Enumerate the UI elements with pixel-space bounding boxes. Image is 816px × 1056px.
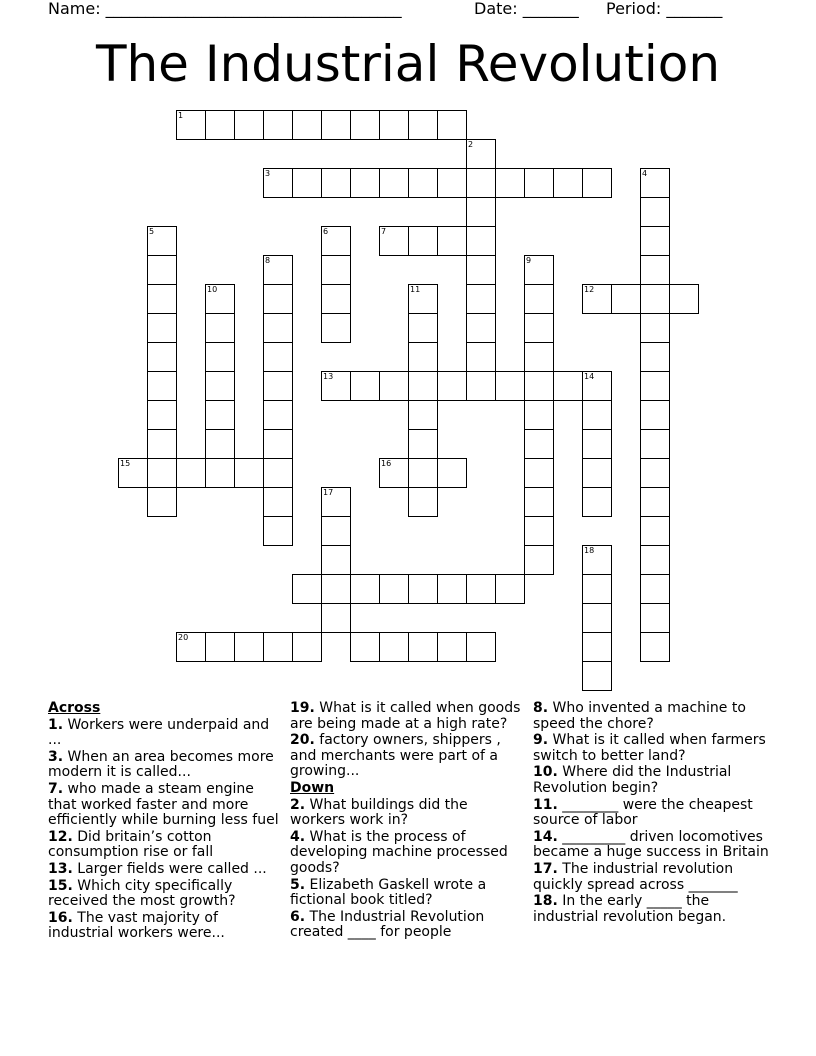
grid-cell[interactable] — [321, 603, 351, 633]
grid-cell[interactable] — [582, 284, 612, 314]
grid-cell[interactable] — [234, 632, 264, 662]
grid-cell[interactable] — [263, 284, 293, 314]
grid-cell[interactable] — [437, 574, 467, 604]
grid-cell[interactable] — [205, 632, 235, 662]
down-clue — [533, 733, 773, 764]
grid-cell[interactable] — [524, 458, 554, 488]
across-clue — [48, 830, 286, 861]
clue-number: 5 — [149, 227, 155, 236]
clue-number: 17 — [323, 488, 334, 497]
grid-cell[interactable] — [321, 226, 351, 256]
grid-cell[interactable] — [437, 110, 467, 140]
clue-text: Which city specifically received the most growth? — [48, 877, 236, 910]
grid-cell[interactable] — [437, 632, 467, 662]
down-clue — [290, 830, 526, 877]
grid-cell[interactable] — [350, 110, 380, 140]
grid-cell[interactable] — [234, 458, 264, 488]
clue-number: 3 — [265, 169, 271, 178]
grid-cell[interactable] — [524, 545, 554, 575]
grid-cell[interactable] — [408, 400, 438, 430]
grid-cell[interactable] — [466, 226, 496, 256]
grid-cell[interactable] — [466, 632, 496, 662]
grid-cell[interactable] — [582, 545, 612, 575]
clue-number-label: 11. — [533, 796, 558, 813]
grid-cell[interactable] — [524, 168, 554, 198]
grid-cell[interactable] — [640, 632, 670, 662]
grid-cell[interactable] — [640, 168, 670, 198]
grid-cell[interactable] — [466, 139, 496, 169]
clue-column-1 — [48, 701, 286, 943]
grid-cell[interactable] — [205, 458, 235, 488]
grid-cell[interactable] — [263, 168, 293, 198]
grid-cell[interactable] — [408, 313, 438, 343]
grid-cell[interactable] — [321, 545, 351, 575]
grid-cell[interactable] — [379, 110, 409, 140]
grid-cell[interactable] — [437, 371, 467, 401]
clue-number: 6 — [323, 227, 329, 236]
across-clue — [48, 879, 286, 910]
across-clue — [290, 701, 526, 732]
grid-cell[interactable] — [263, 110, 293, 140]
clue-number: 11 — [410, 285, 421, 294]
grid-cell[interactable] — [437, 168, 467, 198]
clue-number: 1 — [178, 111, 184, 120]
grid-cell[interactable] — [553, 371, 583, 401]
grid-cell[interactable] — [640, 458, 670, 488]
grid-cell[interactable] — [176, 458, 206, 488]
clue-number-label: 12. — [48, 828, 73, 845]
grid-cell[interactable] — [466, 197, 496, 227]
grid-cell[interactable] — [147, 226, 177, 256]
grid-cell[interactable] — [379, 168, 409, 198]
clue-number-label: 3. — [48, 748, 64, 765]
clue-column-2 — [290, 701, 526, 942]
grid-cell[interactable] — [640, 400, 670, 430]
clue-number: 15 — [120, 459, 131, 468]
grid-cell[interactable] — [147, 284, 177, 314]
clue-number: 7 — [381, 227, 387, 236]
clue-number-label: 10. — [533, 764, 558, 781]
clue-text: When an area becomes more modern it is called... — [48, 748, 274, 781]
grid-cell[interactable] — [640, 255, 670, 285]
grid-cell[interactable] — [292, 110, 322, 140]
clue-number-label: 20. — [290, 732, 315, 749]
grid-cell[interactable] — [640, 342, 670, 372]
grid-cell[interactable] — [524, 400, 554, 430]
grid-cell[interactable] — [524, 342, 554, 372]
clue-text: What is it called when goods are being made at a high rate? — [290, 700, 521, 732]
clue-text: Elizabeth Gaskell wrote a fictional book titled? — [290, 876, 487, 909]
clue-number-label: 2. — [290, 796, 306, 813]
grid-cell[interactable] — [408, 487, 438, 517]
grid-cell[interactable] — [640, 574, 670, 604]
grid-cell[interactable] — [524, 255, 554, 285]
clue-text: Workers were underpaid and ... — [48, 716, 270, 749]
down-clue — [533, 701, 773, 732]
name-field[interactable]: Name: _____________________________________ — [48, 0, 402, 18]
clue-number-label: 7. — [48, 780, 64, 797]
down-clue — [290, 798, 526, 829]
grid-cell[interactable] — [408, 226, 438, 256]
grid-cell[interactable] — [524, 487, 554, 517]
clue-text: Did britain’s cotton consumption rise or fall — [48, 828, 214, 861]
grid-cell[interactable] — [292, 574, 322, 604]
grid-cell[interactable] — [205, 313, 235, 343]
clue-number-label: 19. — [290, 700, 315, 716]
clue-number: 16 — [381, 459, 392, 468]
grid-cell[interactable] — [495, 574, 525, 604]
clue-number: 13 — [323, 372, 334, 381]
clue-text: The industrial revolution quickly spread across _______ — [533, 860, 738, 893]
grid-cell[interactable] — [147, 313, 177, 343]
clue-number: 8 — [265, 256, 271, 265]
grid-cell[interactable] — [321, 574, 351, 604]
grid-cell[interactable] — [437, 226, 467, 256]
across-heading: Across — [48, 700, 101, 716]
grid-cell[interactable] — [176, 632, 206, 662]
down-clue — [533, 765, 773, 796]
grid-cell[interactable] — [466, 255, 496, 285]
grid-cell[interactable] — [147, 400, 177, 430]
grid-cell[interactable] — [640, 197, 670, 227]
grid-cell[interactable] — [408, 342, 438, 372]
clue-text: In the early _____ the industrial revolution began. — [533, 893, 727, 925]
clue-number: 10 — [207, 285, 218, 294]
grid-cell[interactable] — [379, 371, 409, 401]
across-clue — [48, 718, 286, 749]
grid-cell[interactable] — [524, 371, 554, 401]
grid-cell[interactable] — [321, 371, 351, 401]
grid-cell[interactable] — [582, 458, 612, 488]
grid-cell[interactable] — [640, 284, 670, 314]
page-title: The Industrial Revolution — [95, 35, 721, 93]
clue-text: What is the process of developing machine processed goods? — [290, 828, 508, 876]
grid-cell[interactable] — [582, 371, 612, 401]
grid-cell[interactable] — [640, 516, 670, 546]
clue-number-label: 1. — [48, 716, 64, 733]
period-field[interactable]: Period: _______ — [606, 0, 723, 18]
clue-number-label: 18. — [533, 893, 558, 910]
clue-text: who made a steam engine that worked faster and more efficiently while burning less fuel — [48, 780, 279, 829]
grid-cell[interactable] — [321, 255, 351, 285]
grid-cell[interactable] — [524, 429, 554, 459]
down-clue — [533, 894, 773, 925]
grid-cell[interactable] — [466, 574, 496, 604]
grid-cell[interactable] — [350, 574, 380, 604]
grid-cell[interactable] — [640, 487, 670, 517]
down-clue — [290, 910, 526, 941]
grid-cell[interactable] — [205, 342, 235, 372]
clue-number-label: 6. — [290, 908, 306, 925]
grid-cell[interactable] — [176, 110, 206, 140]
grid-cell[interactable] — [205, 400, 235, 430]
grid-cell[interactable] — [582, 487, 612, 517]
clue-column-3 — [533, 701, 773, 926]
clue-number-label: 9. — [533, 732, 549, 749]
grid-cell[interactable] — [408, 371, 438, 401]
clue-number-label: 16. — [48, 909, 73, 926]
clue-number-label: 5. — [290, 876, 306, 893]
clue-number: 14 — [584, 372, 595, 381]
grid-cell[interactable] — [495, 168, 525, 198]
grid-cell[interactable] — [582, 429, 612, 459]
grid-cell[interactable] — [147, 371, 177, 401]
grid-cell[interactable] — [582, 574, 612, 604]
clue-number-label: 13. — [48, 860, 73, 877]
grid-cell[interactable] — [582, 168, 612, 198]
grid-cell[interactable] — [350, 371, 380, 401]
grid-cell[interactable] — [205, 110, 235, 140]
grid-cell[interactable] — [263, 516, 293, 546]
grid-cell[interactable] — [292, 632, 322, 662]
grid-cell[interactable] — [640, 603, 670, 633]
grid-cell[interactable] — [263, 632, 293, 662]
grid-cell[interactable] — [263, 429, 293, 459]
grid-cell[interactable] — [466, 371, 496, 401]
across-clue — [290, 733, 526, 780]
grid-cell[interactable] — [321, 313, 351, 343]
grid-cell[interactable] — [582, 632, 612, 662]
clue-text: Larger fields were called ... — [72, 860, 267, 877]
grid-cell[interactable] — [147, 255, 177, 285]
grid-cell[interactable] — [495, 371, 525, 401]
clue-number-label: 8. — [533, 700, 549, 716]
grid-cell[interactable] — [379, 458, 409, 488]
grid-cell[interactable] — [408, 284, 438, 314]
grid-cell[interactable] — [524, 313, 554, 343]
down-clue — [290, 878, 526, 909]
grid-cell[interactable] — [466, 168, 496, 198]
grid-cell[interactable] — [205, 429, 235, 459]
grid-cell[interactable] — [408, 574, 438, 604]
down-clue — [533, 798, 773, 829]
clue-number: 12 — [584, 285, 595, 294]
grid-cell[interactable] — [118, 458, 148, 488]
clue-number-label: 17. — [533, 860, 558, 877]
clue-number: 4 — [642, 169, 648, 178]
grid-cell[interactable] — [408, 168, 438, 198]
grid-cell[interactable] — [611, 284, 641, 314]
clue-text: ________ were the cheapest source of labor — [533, 796, 753, 829]
clue-number: 9 — [526, 256, 532, 265]
grid-cell[interactable] — [263, 371, 293, 401]
date-field[interactable]: Date: _______ — [474, 0, 579, 18]
grid-cell[interactable] — [350, 632, 380, 662]
clue-number-label: 4. — [290, 828, 306, 845]
clue-text: factory owners, shippers , and merchants were part of a growing... — [290, 732, 501, 780]
grid-cell[interactable] — [553, 168, 583, 198]
clue-text: _________ driven locomotives became a huge success in Britain — [533, 828, 769, 861]
grid-cell[interactable] — [292, 168, 322, 198]
clue-number: 2 — [468, 140, 474, 149]
grid-cell[interactable] — [350, 168, 380, 198]
clue-text: What is it called when farmers switch to better land? — [533, 732, 766, 764]
grid-cell[interactable] — [321, 284, 351, 314]
grid-cell[interactable] — [466, 313, 496, 343]
grid-cell[interactable] — [263, 313, 293, 343]
grid-cell[interactable] — [379, 632, 409, 662]
grid-cell[interactable] — [640, 429, 670, 459]
grid-cell[interactable] — [582, 400, 612, 430]
grid-cell[interactable] — [669, 284, 699, 314]
grid-cell[interactable] — [437, 458, 467, 488]
grid-cell[interactable] — [524, 284, 554, 314]
grid-cell[interactable] — [582, 661, 612, 691]
grid-cell[interactable] — [263, 255, 293, 285]
clue-number-label: 14. — [533, 828, 558, 845]
grid-cell[interactable] — [147, 487, 177, 517]
grid-cell[interactable] — [408, 110, 438, 140]
clue-text: Where did the Industrial Revolution begin? — [533, 764, 732, 796]
grid-cell[interactable] — [263, 458, 293, 488]
grid-cell[interactable] — [640, 545, 670, 575]
grid-cell[interactable] — [205, 284, 235, 314]
grid-cell[interactable] — [263, 487, 293, 517]
grid-cell[interactable] — [379, 226, 409, 256]
across-clue — [48, 862, 286, 878]
clue-text: The vast majority of industrial workers were... — [48, 909, 225, 942]
grid-cell[interactable] — [466, 342, 496, 372]
grid-cell[interactable] — [205, 371, 235, 401]
grid-cell[interactable] — [321, 487, 351, 517]
clue-number: 20 — [178, 633, 189, 642]
grid-cell[interactable] — [640, 371, 670, 401]
down-heading: Down — [290, 779, 335, 796]
across-clue — [48, 911, 286, 942]
grid-cell[interactable] — [321, 168, 351, 198]
clue-text: The Industrial Revolution created ____ for people — [290, 908, 485, 941]
clue-text: What buildings did the workers work in? — [290, 796, 468, 829]
grid-cell[interactable] — [147, 458, 177, 488]
grid-cell[interactable] — [524, 516, 554, 546]
grid-cell[interactable] — [379, 574, 409, 604]
grid-cell[interactable] — [147, 429, 177, 459]
grid-cell[interactable] — [234, 110, 264, 140]
grid-cell[interactable] — [640, 313, 670, 343]
clue-text: Who invented a machine to speed the chore? — [533, 700, 746, 732]
grid-cell[interactable] — [263, 400, 293, 430]
grid-cell[interactable] — [321, 110, 351, 140]
grid-cell[interactable] — [582, 603, 612, 633]
grid-cell[interactable] — [321, 516, 351, 546]
down-clue — [533, 830, 773, 861]
grid-cell[interactable] — [408, 429, 438, 459]
across-clue — [48, 750, 286, 781]
down-clue — [533, 862, 773, 893]
clue-number: 18 — [584, 546, 595, 555]
grid-cell[interactable] — [147, 342, 177, 372]
grid-cell[interactable] — [640, 226, 670, 256]
clue-number-label: 15. — [48, 877, 73, 894]
across-clue — [48, 782, 286, 829]
grid-cell[interactable] — [263, 342, 293, 372]
header-line — [48, 0, 768, 20]
grid-cell[interactable] — [408, 458, 438, 488]
grid-cell[interactable] — [408, 632, 438, 662]
grid-cell[interactable] — [466, 284, 496, 314]
